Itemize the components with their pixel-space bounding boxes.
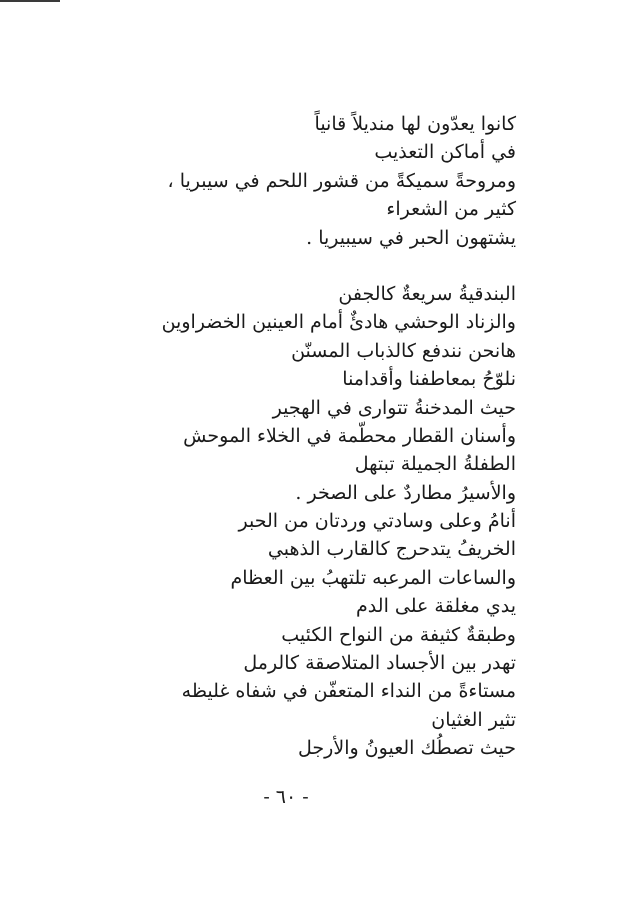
poem-line: أنامُ وعلى وسادتي وردتان من الحبر bbox=[238, 510, 516, 533]
poem-line: حيث تصطُك العيونُ والأرجل bbox=[298, 737, 516, 760]
poem-line: وأسنان القطار محطّمة في الخلاء الموحش bbox=[183, 424, 516, 447]
poem-line: ومروحةً سميكةً من قشور اللحم في سيبريا ، bbox=[167, 169, 516, 192]
poem-line: في أماكن التعذيب bbox=[374, 141, 516, 164]
poem-line: تثير الغثيان bbox=[431, 708, 516, 731]
poem-line: كثير من الشعراء bbox=[386, 198, 516, 221]
poem-line: يشتهون الحبر في سيبيريا . bbox=[306, 226, 516, 249]
poem-line: والزناد الوحشي هادئٌ أمام العينين الخضراوين bbox=[161, 311, 516, 334]
poem-line: الطفلةُ الجميلة تبتهل bbox=[354, 453, 516, 476]
poem-line: حيث المدخنةُ تتوارى في الهجير bbox=[272, 396, 516, 419]
scan-edge-mark bbox=[0, 0, 60, 2]
stanza-1 bbox=[56, 110, 516, 252]
poem-line: هانحن نندفع كالذباب المسنّن bbox=[291, 339, 516, 362]
poem-body bbox=[56, 110, 516, 763]
poem-line: البندقيةُ سريعةٌ كالجفن bbox=[338, 282, 516, 305]
poem-line: يدي مغلقة على الدم bbox=[356, 595, 516, 618]
poem-line: مستاءةً من النداء المتعفّن في شفاه غليظه bbox=[181, 680, 516, 703]
poem-line: والأسيرُ مطاردٌ على الصخر . bbox=[295, 481, 516, 504]
poem-line: تهدر بين الأجساد المتلاصقة كالرمل bbox=[243, 652, 516, 675]
poem-line: والساعات المرعبه تلتهبُ بين العظام bbox=[230, 566, 516, 589]
poem-line: نلوّحُ بمعاطفنا وأقدامنا bbox=[342, 368, 516, 391]
poem-line: الخريفُ يتدحرج كالقارب الذهبي bbox=[267, 538, 516, 561]
page-number: - ٦٠ - bbox=[263, 786, 309, 808]
poem-line: كانوا يعدّون لها منديلاً قانياً bbox=[314, 113, 516, 135]
stanza-2 bbox=[56, 280, 516, 763]
poem-line: وطبقةٌ كثيفة من النواح الكئيب bbox=[281, 623, 516, 646]
